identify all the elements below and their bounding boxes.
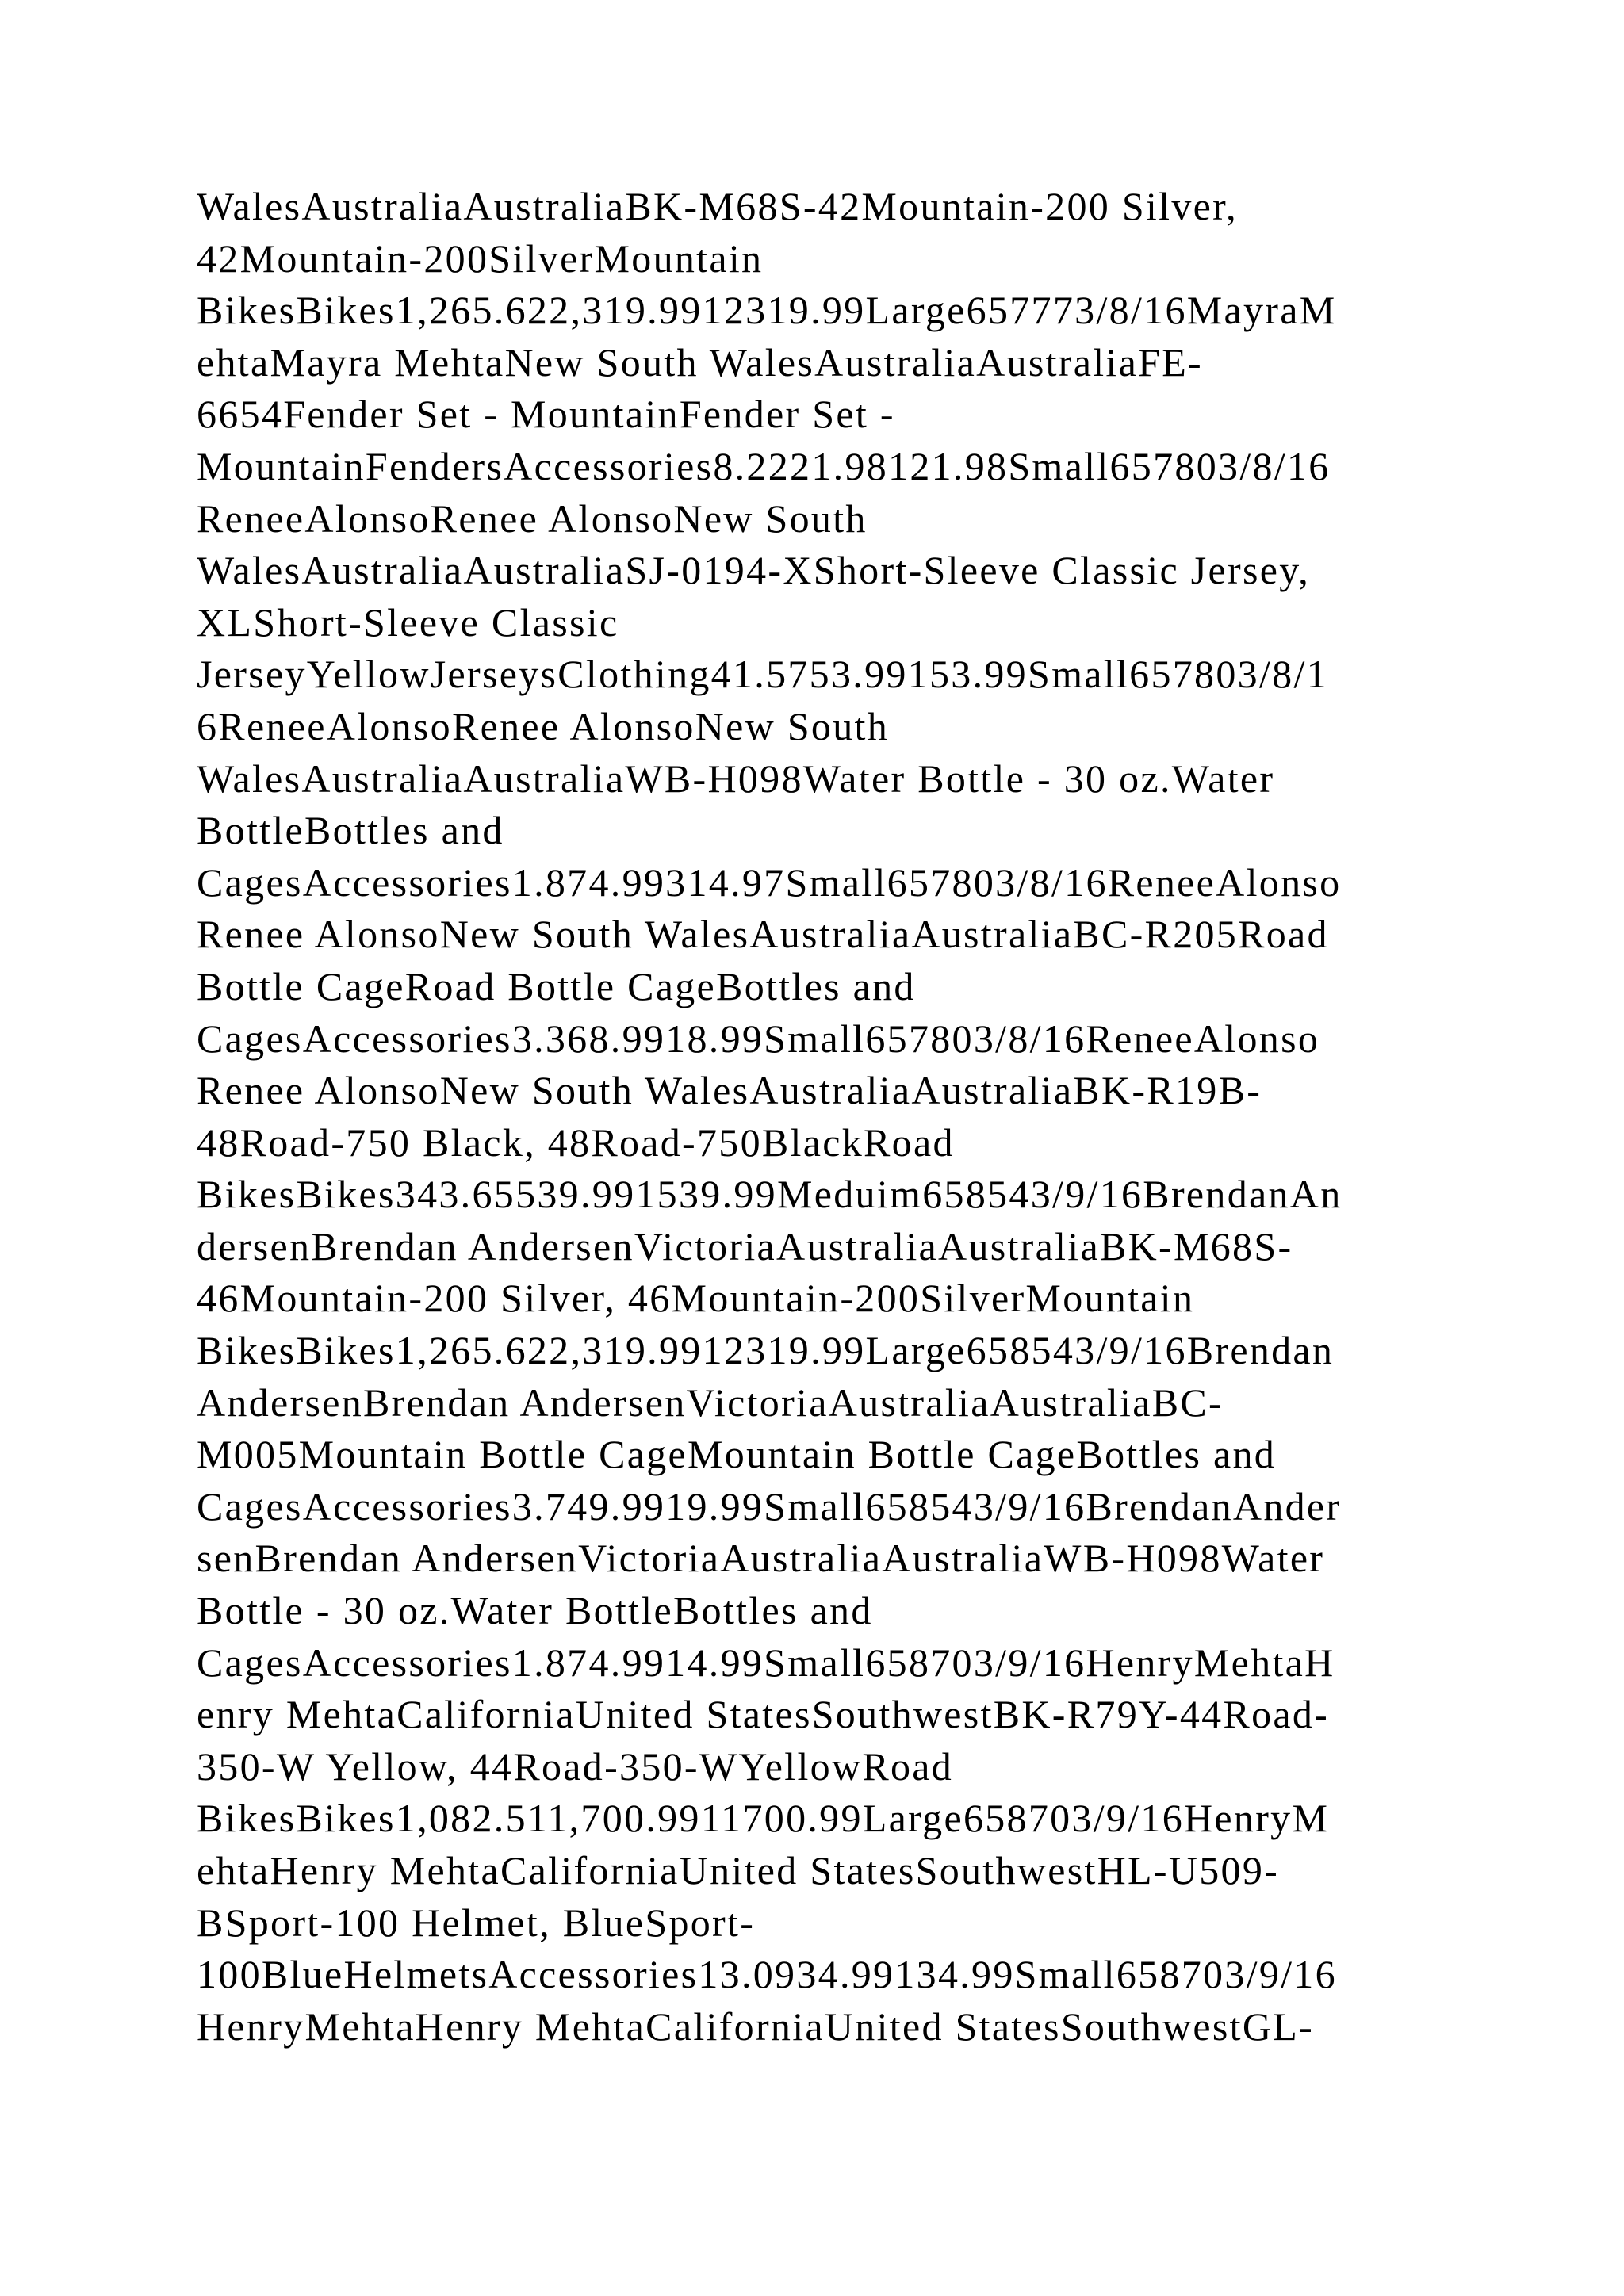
- text-line: CagesAccessories1.874.99314.97Small657803/8/16ReneeAlonso: [197, 859, 1342, 905]
- text-line: BikesBikes1,082.511,700.9911700.99Large658703/9/16HenryM: [197, 1796, 1330, 1841]
- text-line: CagesAccessories3.368.9918.99Small657803/8/16ReneeAlonso: [197, 1016, 1320, 1061]
- text-line: ehtaHenry MehtaCaliforniaUnited StatesSouthwestHL-U509-: [197, 1848, 1280, 1892]
- text-line: XLShort-Sleeve Classic: [197, 599, 619, 645]
- text-line: CagesAccessories3.749.9919.99Small658543/9/16BrendanAnder: [197, 1483, 1342, 1529]
- text-line: JerseyYellowJerseysClothing41.5753.99153.99Small657803/8/1: [197, 652, 1328, 697]
- text-line: 350-W Yellow, 44Road-350-WYellowRoad: [197, 1743, 954, 1789]
- text-line: 6654Fender Set - MountainFender Set -: [197, 392, 895, 437]
- text-line: M005Mountain Bottle CageMountain Bottle CageBottles and: [197, 1432, 1277, 1477]
- text-line: BikesBikes1,265.622,319.9912319.99Large658543/9/16Brendan: [197, 1328, 1335, 1373]
- text-line: WalesAustraliaAustraliaBK-M68S-42Mountain-200 Silver,: [197, 184, 1238, 228]
- text-line: 46Mountain-200 Silver, 46Mountain-200SilverMountain: [197, 1276, 1195, 1321]
- text-line: AndersenBrendan AndersenVictoriaAustraliaAustraliaBC-: [197, 1380, 1224, 1425]
- text-line: ReneeAlonsoRenee AlonsoNew South: [197, 496, 868, 541]
- text-line: Bottle - 30 oz.Water BottleBottles and: [197, 1588, 873, 1633]
- text-line: CagesAccessories1.874.9914.99Small658703/9/16HenryMehtaH: [197, 1640, 1335, 1685]
- text-line: Renee AlonsoNew South WalesAustraliaAustraliaBC-R205Road: [197, 912, 1329, 957]
- text-line: 6ReneeAlonsoRenee AlonsoNew South: [197, 703, 890, 748]
- text-line: Bottle CageRoad Bottle CageBottles and: [197, 963, 916, 1008]
- document-text: [197, 181, 1450, 2053]
- text-line: Renee AlonsoNew South WalesAustraliaAustraliaBK-R19B-: [197, 1068, 1262, 1113]
- text-line: WalesAustraliaAustraliaWB-H098Water Bottle - 30 oz.Water: [197, 756, 1275, 801]
- text-line: 100BlueHelmetsAccessories13.0934.99134.99Small658703/9/16: [197, 1952, 1337, 1997]
- text-line: BottleBottles and: [197, 808, 504, 853]
- text-line: enry MehtaCaliforniaUnited StatesSouthwestBK-R79Y-44Road-: [197, 1692, 1330, 1737]
- text-line: 42Mountain-200SilverMountain: [197, 235, 764, 281]
- text-line: BSport-100 Helmet, BlueSport-: [197, 1900, 756, 1945]
- text-line: senBrendan AndersenVictoriaAustraliaAustraliaWB-H098Water: [197, 1536, 1325, 1581]
- text-line: WalesAustraliaAustraliaSJ-0194-XShort-Sleeve Classic Jersey,: [197, 548, 1311, 593]
- text-line: dersenBrendan AndersenVictoriaAustraliaAustraliaBK-M68S-: [197, 1223, 1293, 1269]
- text-line: BikesBikes343.65539.991539.99Meduim658543/9/16BrendanAn: [197, 1172, 1342, 1217]
- text-line: MountainFendersAccessories8.2221.98121.98Small657803/8/16: [197, 443, 1331, 488]
- text-line: 48Road-750 Black, 48Road-750BlackRoad: [197, 1119, 955, 1165]
- text-line: BikesBikes1,265.622,319.9912319.99Large657773/8/16MayraM: [197, 288, 1337, 333]
- text-line: ehtaMayra MehtaNew South WalesAustraliaAustraliaFE-: [197, 339, 1203, 385]
- text-line: HenryMehtaHenry MehtaCaliforniaUnited StatesSouthwestGL-: [197, 2003, 1315, 2049]
